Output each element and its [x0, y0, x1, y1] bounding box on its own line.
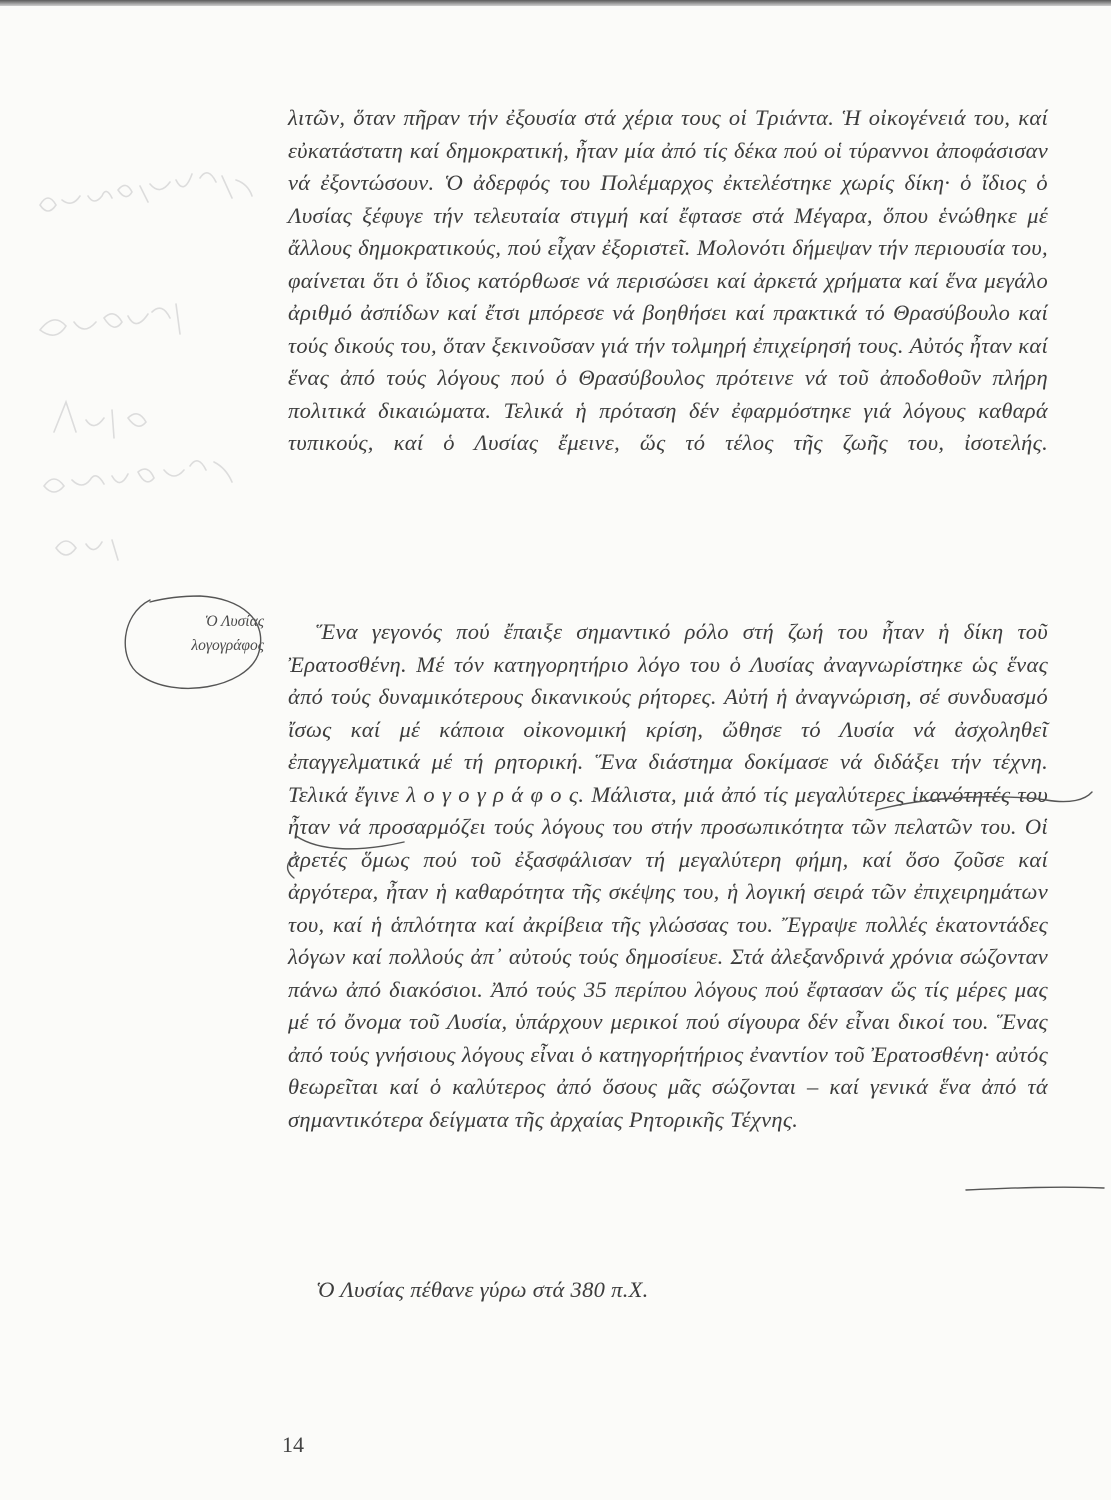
- page-number: 14: [282, 1432, 304, 1457]
- paragraph-2: Ἕνα γεγονός πού ἔπαιξε σημαντικό ρόλο στή ζωή του ἦταν ἡ δίκη τοῦ Ἐρατοσθένη. Μέ τόν κατηγορητήριο λόγο του ὁ Λυσίας ἀναγνωρίστηκε ὡς ἕνας ἀπό τούς δυναμικότερους δικανικούς ρήτορες. Αὐτή ἡ ἀναγνώριση, σέ συνδυασμό ἴσως καί μέ κάποια οἰκονομική κρίση, ὤθησε τό Λυσία νά ἀσχοληθεῖ ἐπαγγελματικά μέ τή ρητορική. Ἕνα διάστημα δοκίμασε νά διδάξει τήν τέχνη. Τελικά ἔγινε λ ο γ ο γ ρ ά φ ο ς. Μάλιστα, μιά ἀπό τίς μεγαλύτερες ἱκανότητές του ἦταν νά προσαρμόζει τούς λόγους του στήν προσωπικότητα τῶν πελατῶν του. Οἱ ἀρετές ὅμως πού τοῦ ἐξασφάλισαν τή μεγαλύτερη φήμη, καί ὅσο ζοῦσε καί ἀργότερα, ἦταν ἡ καθαρότητα τῆς σκέψης του, ἡ λογική σειρά τῶν ἐπιχειρημάτων του, καί ἡ ἁπλότητα καί ἀκρίβεια τῆς γλώσσας του. Ἔγραψε πολλές ἑκατοντάδες λόγων καί πολλούς ἀπ᾽ αὐτούς τούς δημοσίευε. Στά ἀλεξανδρινά χρόνια σώζονταν πάνω ἀπό διακόσιοι. Ἀπό τούς 35 περίπου λόγους πού ἔφτασαν ὥς τίς μέρες μας μέ τό ὄνομα τοῦ Λυσία, ὑπάρχουν μερικοί πού σίγουρα δέν εἶναι δικοί του. Ἕνας ἀπό τούς γνήσιους λόγους εἶναι ὁ κατηγορήτήριος ἐναντίον τοῦ Ἐρατοσθένη· αὐτός θεωρεῖται καί ὁ καλύτερος ἀπό ὅσους μᾶς σώζονται – καί γενικά ἕνα ἀπό τά σημαντικότερα δείγματα τῆς ἀρχαίας Ρητορικῆς Τέχνης.: [288, 619, 1048, 1132]
- margin-note-line-2: λογογράφος: [191, 637, 264, 654]
- faint-handwritten-notes: [0, 0, 290, 600]
- margin-note-line-1: Ὁ Λυσίας: [204, 613, 264, 630]
- margin-note: [132, 610, 264, 658]
- paragraph-1: λιτῶν, ὅταν πῆραν τήν ἐξουσία στά χέρια τους οἱ Τριάντα. Ἡ οἰκογένειά του, καί εὐκατάστατη καί δημοκρατική, ἦταν μία ἀπό τίς δέκα πού οἱ τύραννοι ἀποφάσισαν νά ἐξοντώσουν. Ὁ ἀδερφός του Πολέμαρχος ἐκτελέστηκε χωρίς δίκη· ὁ ἴδιος ὁ Λυσίας ξέφυγε τήν τελευταία στιγμή καί ἔφτασε στά Μέγαρα, ὅπου ἑνώθηκε μέ ἄλλους δημοκρατικούς, πού εἶχαν ἐξοριστεῖ. Μολονότι δήμεψαν τήν περιουσία του, φαίνεται ὅτι ὁ ἴδιος κατόρθωσε νά περισώσει καί ἀρκετά χρήματα καί ἕνα μεγάλο ἀριθμό ἀσπίδων καί ἔτσι μπόρεσε νά βοηθήσει καί πρακτικά τό Θρασύβουλο καί τούς δικούς του, ὅταν ξεκινοῦσαν γιά τήν τολμηρή ἐπιχείρησή τους. Αὐτός ἦταν καί ἕνας ἀπό τούς λόγους πού ὁ Θρασύβουλος πρότεινε νά τοῦ ἀποδοθοῦν πλήρη πολιτικά δικαιώματα. Τελικά ἡ πρόταση δέν ἐφαρμόστηκε γιά λόγους καθαρά τυπικούς, καί ὁ Λυσίας ἔμεινε, ὥς τό τέλος τῆς ζωῆς του, ἰσοτελής.: [288, 105, 1048, 455]
- paragraph-3: Ὁ Λυσίας πέθανε γύρω στά 380 π.Χ.: [316, 1277, 649, 1302]
- strike-apo-osous: [966, 1187, 1104, 1190]
